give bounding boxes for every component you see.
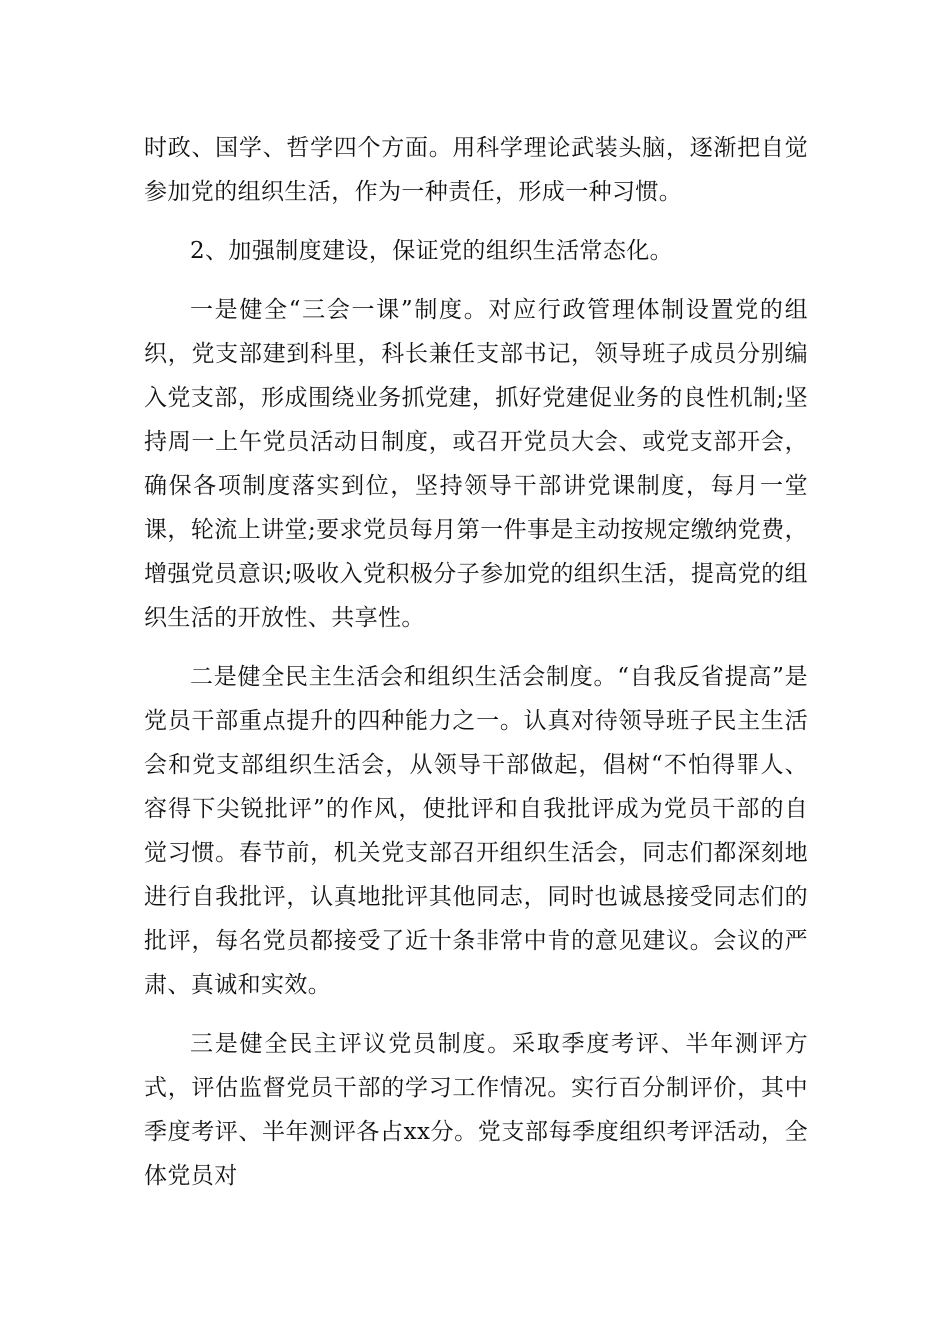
paragraph-democratic-life: 二是健全民主生活会和组织生活会制度。“自我反省提高”是党员干部重点提升的四种能力之一。认真对待领导班子民主生活会和党支部组织生活会，从领导干部做起，倡树“不怕得罪人、容得下尖锐批评”的作风，使批评和自我批评成为党员干部的自觉习惯。春节前，机关党支部召开组织生活会，同志们都深刻地进行自我批评，认真地批评其他同志，同时也诚恳接受同志们的批评，每名党员都接受了近十条非常中肯的意见建议。会议的严肃、真诚和实效。	[144, 664, 808, 998]
paragraph-three-meetings: 一是健全“三会一课”制度。对应行政管理体制设置党的组织，党支部建到科里，科长兼任支部书记，领导班子成员分别编入党支部，形成围绕业务抓党建，抓好党建促业务的良性机制;坚持周一上午党员活动日制度，或召开党员大会、或党支部开会，确保各项制度落实到位，坚持领导干部讲党课制度，每月一堂课，轮流上讲堂;要求党员每月第一件事是主动按规定缴纳党费，增强党员意识;吸收入党积极分子参加党的组织生活，提高党的组织生活的开放性、共享性。	[144, 297, 808, 631]
section-heading-2: 2、加强制度建设，保证党的组织生活常态化。	[190, 238, 674, 264]
paragraph-member-evaluation: 三是健全民主评议党员制度。采取季度考评、半年测评方式，评估监督党员干部的学习工作情况。实行百分制评价，其中季度考评、半年测评各占xx分。党支部每季度组织考评活动，全体党员对	[144, 1031, 808, 1189]
document-body	[144, 126, 808, 1213]
paragraph-continuation: 时政、国学、哲学四个方面。用科学理论武装头脑，逐渐把自觉参加党的组织生活，作为一种责任，形成一种习惯。	[144, 135, 808, 205]
